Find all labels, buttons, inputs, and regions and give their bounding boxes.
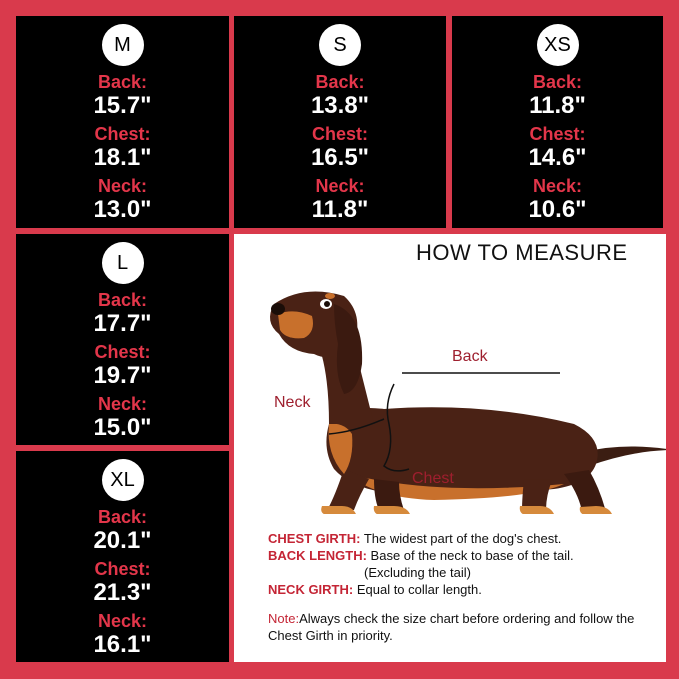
- chest-girth-text: The widest part of the dog's chest.: [360, 531, 562, 546]
- back-label: Back:: [315, 72, 365, 92]
- size-badge: M: [102, 24, 144, 66]
- how-to-measure-panel: [234, 234, 666, 662]
- neck-label: Neck:: [315, 176, 365, 196]
- neck-label: Neck:: [97, 611, 148, 631]
- chest-measure-label: Chest: [412, 470, 454, 487]
- measure-instructions: [268, 530, 658, 644]
- size-badge: XL: [102, 459, 144, 501]
- size-badge: L: [102, 242, 144, 284]
- back-value: 15.7": [93, 92, 152, 119]
- neck-value: 10.6": [528, 196, 587, 223]
- panel-title: HOW TO MEASURE: [416, 240, 628, 265]
- note-text: Always check the size chart before ordering and follow the Chest Girth in priority.: [268, 611, 635, 643]
- size-card-xs: [452, 16, 663, 228]
- neck-measure-label: Neck: [274, 394, 311, 411]
- size-card-l: [16, 234, 229, 445]
- chest-girth-row: [268, 530, 658, 547]
- back-measure-label: Back: [452, 348, 488, 365]
- back-label: Back:: [97, 290, 148, 310]
- back-value: 11.8": [529, 92, 586, 119]
- back-length-text: Base of the neck to base of the tail.: [366, 548, 574, 563]
- neck-girth-key: NECK GIRTH:: [268, 582, 354, 597]
- neck-value: 13.0": [93, 196, 152, 223]
- size-card-s: [234, 16, 446, 228]
- back-label: Back:: [97, 72, 148, 92]
- size-card-m: [16, 16, 229, 228]
- chest-label: Chest:: [529, 124, 586, 144]
- back-label: Back:: [532, 72, 583, 92]
- size-card-xl: [16, 451, 229, 662]
- back-length-key: BACK LENGTH:: [268, 548, 367, 563]
- neck-value: 15.0": [93, 414, 152, 441]
- back-label: Back:: [97, 507, 148, 527]
- back-length-row: [268, 547, 658, 564]
- size-badge: XS: [537, 24, 579, 66]
- chest-value: 18.1": [93, 144, 152, 171]
- chest-value: 21.3": [93, 579, 152, 606]
- chest-label: Chest:: [94, 342, 151, 362]
- chest-label: Chest:: [94, 124, 151, 144]
- neck-label: Neck:: [97, 394, 148, 414]
- chest-value: 19.7": [93, 362, 152, 389]
- neck-girth-row: [268, 581, 658, 598]
- neck-label: Neck:: [532, 176, 583, 196]
- neck-value: 11.8": [311, 196, 369, 223]
- chest-label: Chest:: [311, 124, 368, 144]
- size-badge: S: [319, 24, 361, 66]
- neck-label: Neck:: [97, 176, 148, 196]
- chest-girth-key: CHEST GIRTH:: [268, 531, 361, 546]
- chest-value: 16.5": [310, 144, 370, 171]
- note-row: [268, 610, 658, 644]
- back-length-note: (Excluding the tail): [364, 565, 471, 580]
- note-key: Note:: [268, 611, 300, 626]
- chest-value: 14.6": [528, 144, 587, 171]
- neck-value: 16.1": [93, 631, 152, 658]
- back-value: 17.7": [93, 310, 152, 337]
- back-value: 20.1": [93, 527, 152, 554]
- back-value: 13.8": [310, 92, 370, 119]
- chest-label: Chest:: [94, 559, 151, 579]
- neck-girth-text: Equal to collar length.: [353, 582, 482, 597]
